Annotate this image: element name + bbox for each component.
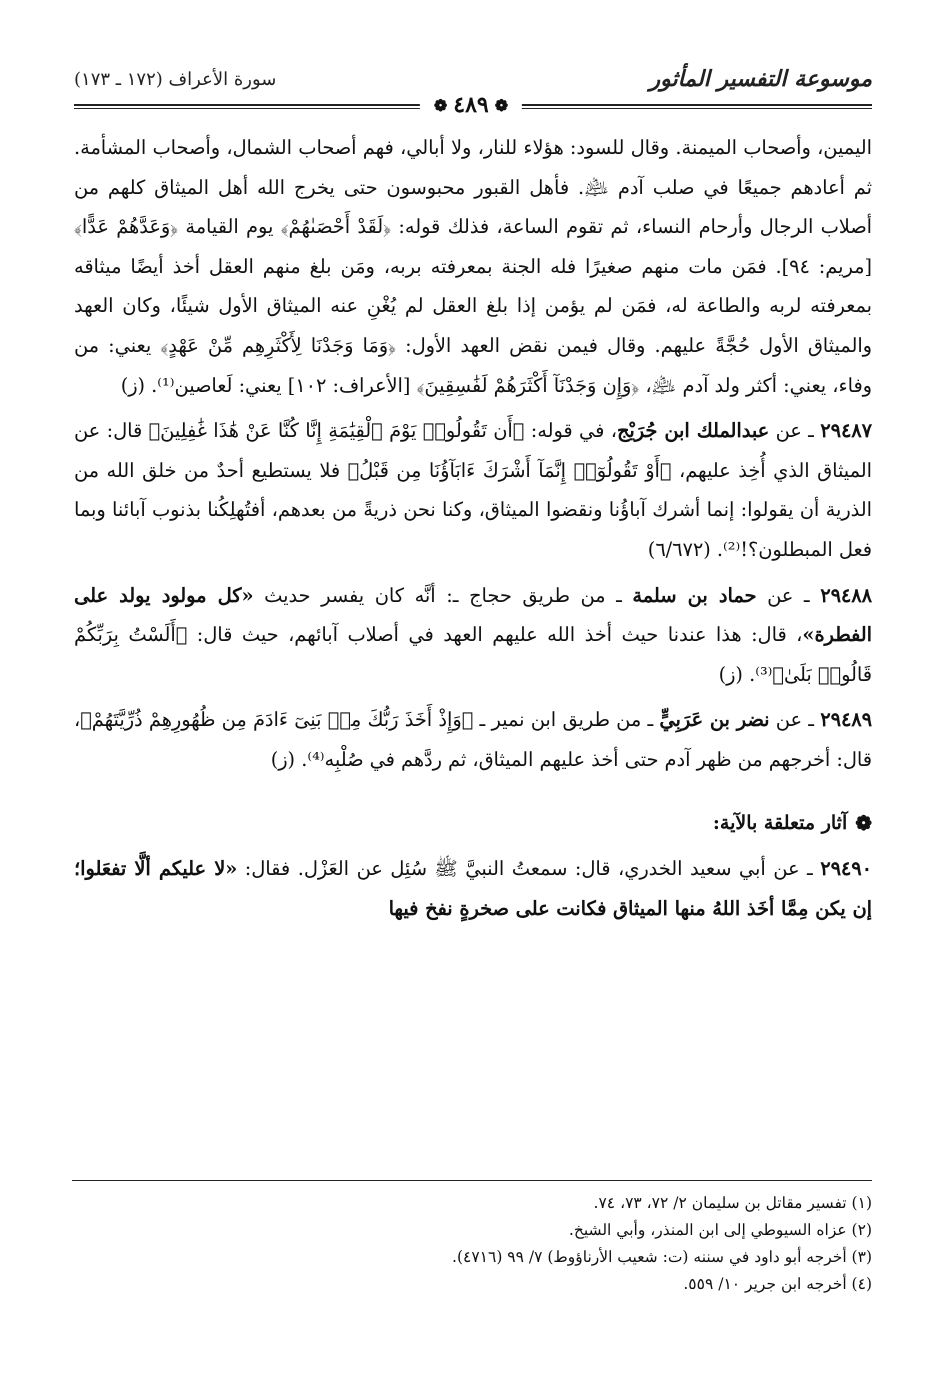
entry-29489 xyxy=(74,700,872,779)
surah-title: سورة الأعراف (١٧٢ ـ ١٧٣) xyxy=(74,68,277,90)
flower-icon: ❁ xyxy=(855,810,872,835)
footnote-4: (٤) أخرجه ابن جرير ١٠/ ٥٥٩. xyxy=(683,1275,872,1293)
entry-prefix: ـ عن xyxy=(769,419,821,443)
entry-prefix: ـ عن xyxy=(756,583,821,607)
entry-text: ، في قوله: ﴿أَن تَقُولُوا۟ يَوْمَ ٱلْقِيَٰمَةِ إِنَّا كُنَّا عَنْ هَٰذَا غَٰفِلِينَ﴾ قال: عن الميثاق الذي أُخِذ عليهم، ﴿أَوْ تَقُولُوٓا۟ إِنَّمَآ أَشْرَكَ ءَابَآؤُنَا مِن قَبْلُ﴾ فلا يستطيع أحدٌ من خلق الله من الذرية أن يقولوا: إنما أشرك آباؤُنا ونقضوا الميثاق، وكنا نحن ذريةً من بعدهم، أفتُهلِكُنا بذنوب آبائنا وبما فعل المبطلون؟!⁽²⁾. (٦/٦٧٢) xyxy=(74,419,872,561)
page-number-text: ٤٨٩ xyxy=(453,92,489,118)
entry-number: ٢٩٤٨٨ xyxy=(820,583,872,607)
entry-29487 xyxy=(74,411,872,569)
ornament-icon: ❁ xyxy=(433,95,448,115)
entry-chain: ـ من طريق حجاج ـ: أنَّه كان يفسر حديث xyxy=(253,583,633,607)
main-text xyxy=(74,128,872,928)
entry-text: ـ عن أبي سعيد الخدري، قال: سمعتُ النبيَّ ﷺ سُئِل عن العَزْل. فقال: xyxy=(237,857,821,881)
narrator-name: حماد بن سلمة xyxy=(632,583,757,607)
paragraph-continued: اليمين، وأصحاب الميمنة. وقال للسود: هؤلاء للنار، ولا أبالي، فهم أصحاب الشمال، وأصحاب المشأمة. ثم أعادهم جميعًا في صلب آدم ﵇. فأهل القبور محبوسون حتى يخرج الله أهل الميثاق كلهم من أصلاب الرجال وأرحام النساء، ثم تقوم الساعة، فذلك قوله: ﴿لَقَدْ أَحْصَىٰهُمْ﴾ يوم القيامة ﴿وَعَدَّهُمْ عَدًّا﴾ [مريم: ٩٤]. فمَن مات منهم صغيرًا فله الجنة بمعرفته بربه، ومَن بلغ منهم العقل أخذ أيضًا ميثاقه بمعرفته لربه والطاعة له، فمَن لم يؤمن إذا بلغ العقل لم يُغْنِ عنه الميثاق الأول شيئًا، وكان العهد والميثاق الأول حُجَّةً عليهم. وقال فيمن نقض العهد الأول: ﴿وَمَا وَجَدْنَا لِأَكْثَرِهِم مِّنْ عَهْدٍ﴾ يعني: من وفاء، يعني: أكثر ولد آدم ﵇، ﴿وَإِن وَجَدْنَآ أَكْثَرَهُمْ لَفَٰسِقِينَ﴾ [الأعراف: ١٠٢] يعني: لَعاصين⁽¹⁾. (ز) xyxy=(74,136,872,397)
section-title: آثار متعلقة بالآية: xyxy=(712,811,848,834)
entry-29488 xyxy=(74,576,872,695)
footnote-rule xyxy=(72,1180,872,1181)
hadith-quote: «لا عليكم ألَّا تفعَلوا؛ إن يكن مِمَّا أخَذ اللهُ منها الميثاق فكانت على صخرةٍ نفخ فيها xyxy=(74,857,872,920)
entry-text: ـ من طريق ابن نمير ـ ﴿وَإِذْ أَخَذَ رَبُّكَ مِنۢ بَنِىٓ ءَادَمَ مِن ظُهُورِهِمْ ذُرِّيَّتَهُمْ﴾، قال: أخرجهم من ظهر آدم حتى أخذ عليهم الميثاق، ثم ردَّهم في صُلْبِه⁽⁴⁾. (ز) xyxy=(74,708,872,771)
hadith-quote: «كل مولود يولد على الفطرة» xyxy=(74,583,872,647)
page-number xyxy=(420,92,522,118)
entry-29490 xyxy=(74,849,872,928)
narrator-name: عبدالملك ابن جُرَيْج xyxy=(616,419,770,443)
section-heading xyxy=(74,804,872,844)
entry-text: ، قال: هذا عندنا حيث أخذ الله عليهم العهد في أصلاب آبائهم، حيث قال: ﴿أَلَسْتُ بِرَبِّكُمْ قَالُوا۟ بَلَىٰ﴾⁽³⁾. (ز) xyxy=(74,623,872,686)
footnote-3: (٣) أخرجه أبو داود في سننه (ت: شعيب الأرناؤوط) ٧/ ٩٩ (٤٧١٦). xyxy=(452,1248,872,1266)
entry-number: ٢٩٤٨٧ xyxy=(820,419,873,443)
footnote-1: (١) تفسير مقاتل بن سليمان ٢/ ٧٢، ٧٣، ٧٤. xyxy=(593,1194,872,1212)
entry-number: ٢٩٤٩٠ xyxy=(820,857,872,881)
entry-prefix: ـ عن xyxy=(769,708,821,732)
ornament-icon: ❁ xyxy=(494,95,509,115)
entry-number: ٢٩٤٨٩ xyxy=(820,708,873,732)
footnotes xyxy=(74,1190,872,1298)
narrator-name: نضر بن عَرَبِيٍّ xyxy=(659,708,770,732)
book-title: موسوعة التفسير المأثور xyxy=(649,66,872,92)
footnote-2: (٢) عزاه السيوطي إلى ابن المنذر، وأبي الشيخ. xyxy=(568,1221,872,1239)
